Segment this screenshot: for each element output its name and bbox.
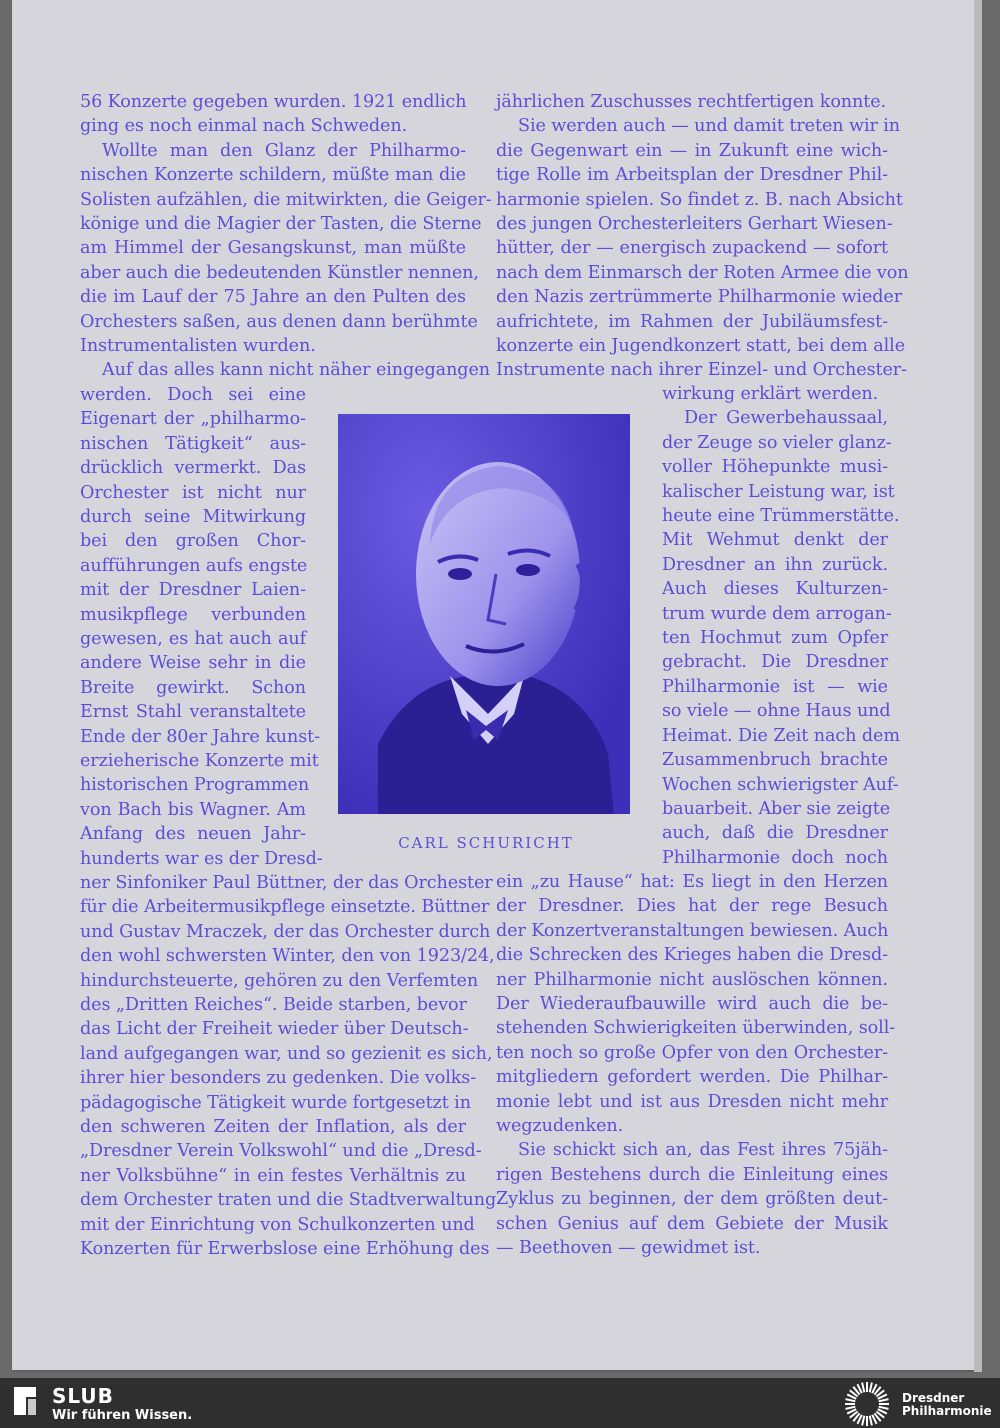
text-line: nischen Tätigkeit“ aus-: [80, 433, 306, 454]
text-line: den wohl schwersten Winter, den von 1923/24,: [80, 946, 495, 967]
left-paragraph-3-first-line: [80, 358, 491, 382]
text-line: der Dresdner. Dies hat der rege Besuch: [496, 896, 888, 917]
text-line: ging es noch einmal nach Schweden.: [80, 116, 408, 137]
text-line: Mit Wehmut denkt der: [662, 530, 888, 551]
text-line: aber auch die bedeutenden Künstler nennen,: [80, 262, 479, 283]
text-line: wegzudenken.: [496, 1116, 624, 1137]
text-line: Zusammenbruch brachte: [662, 750, 888, 771]
text-line: ner Philharmonie nicht auslöschen können.: [496, 969, 888, 990]
text-line: werden. Doch sei eine: [80, 384, 306, 405]
partner-line-2: Philharmonie: [902, 1404, 992, 1418]
text-line: und Gustav Mraczek, der das Orchester durch: [80, 921, 491, 942]
text-line: Ernst Stahl veranstaltete: [80, 702, 306, 723]
text-line: Wollte man den Glanz der Philharmo-: [102, 140, 466, 161]
text-line: monie lebt und ist aus Dresden nicht mehr: [496, 1091, 888, 1112]
text-line: auch, daß die Dresdner: [662, 823, 888, 844]
philharmonie-logo-icon[interactable]: [842, 1380, 892, 1428]
text-line: Der Gewerbehaussaal,: [684, 408, 888, 429]
text-line: Sie werden auch — und damit treten wir in: [518, 116, 901, 137]
text-line: kalischer Leistung war, ist: [662, 481, 895, 502]
left-paragraph-3-wrapped: [80, 383, 323, 871]
text-line: Auch dieses Kulturzen-: [662, 579, 888, 600]
text-line: könige und die Magier der Tasten, die Sterne: [80, 214, 482, 235]
text-line: Solisten aufzählen, die mitwirkten, die Geiger-: [80, 189, 492, 210]
text-line: des „Dritten Reiches“. Beide starben, bevor: [80, 995, 467, 1016]
text-line: bauarbeit. Aber sie zeigte: [662, 798, 891, 819]
right-paragraph-1: [496, 90, 888, 114]
text-line: ten Hochmut zum Opfer: [662, 628, 888, 649]
text-line: pädagogische Tätigkeit wurde fortgesetzt in: [80, 1092, 471, 1113]
text-line: rigen Bestehens durch die Einleitung eines: [496, 1164, 888, 1185]
right-paragraph-4: [496, 1138, 888, 1260]
right-paragraph-2: [496, 114, 909, 382]
text-line: erzieherische Konzerte mit: [80, 750, 319, 771]
text-line: bei den großen Chor-: [80, 531, 306, 552]
slub-name[interactable]: SLUB: [52, 1384, 114, 1408]
slub-tagline: Wir führen Wissen.: [52, 1408, 193, 1423]
text-line: dem Orchester traten und die Stadtverwaltung: [80, 1190, 497, 1211]
text-line: der Konzertveranstaltungen bewiesen. Auch: [496, 920, 889, 941]
text-line: gewesen, es hat auch auf: [80, 628, 306, 649]
logo-ray: [879, 1399, 889, 1401]
text-line: hunderts war es der Dresd-: [80, 848, 323, 869]
logo-ray: [879, 1407, 889, 1409]
text-line: mit der Dresdner Laien-: [80, 580, 306, 601]
text-line: trum wurde dem arrogan-: [662, 603, 892, 624]
text-line: jährlichen Zuschusses rechtfertigen konnte.: [496, 92, 887, 112]
text-line: andere Weise sehr in die: [80, 653, 306, 674]
right-column: [496, 90, 909, 383]
text-line: Instrumentalisten wurden.: [80, 336, 316, 357]
text-line: die Gegenwart ein — in Zukunft eine wich-: [496, 140, 888, 161]
text-line: Dresdner an ihn zurück.: [662, 554, 888, 575]
text-line: Sie schickt sich an, das Fest ihres 75jäh-: [518, 1140, 888, 1161]
text-line: — Beethoven — gewidmet ist.: [496, 1238, 761, 1259]
text-line: gebracht. Die Dresdner: [662, 652, 888, 673]
right-column-wrapped: [662, 382, 900, 870]
text-line: Orchesters saßen, aus denen dann berühmte: [80, 311, 478, 332]
text-line: Konzerten für Erwerbslose eine Erhöhung des: [80, 1239, 490, 1260]
text-line: „Dresdner Verein Volkswohl“ und die „Dresd-: [80, 1141, 482, 1162]
text-line: am Himmel der Gesangskunst, man müßte: [80, 238, 466, 259]
text-line: Auf das alles kann nicht näher eingegangen: [102, 360, 491, 381]
text-line: musikpflege verbunden: [80, 604, 306, 625]
right-paragraph-3-continued: [496, 870, 896, 1138]
text-line: des jungen Orchesterleiters Gerhart Wiesen-: [496, 214, 893, 235]
text-line: der Zeuge so vieler glanz-: [662, 432, 892, 453]
text-line: Heimat. Die Zeit nach dem: [662, 725, 900, 746]
text-line: hütter, der — energisch zupackend — sofort: [496, 238, 888, 259]
text-line: Eigenart der „philharmo-: [80, 409, 306, 430]
text-line: land aufgegangen war, und so gezienit es sich,: [80, 1043, 493, 1064]
text-line: mitgliedern gefordert werden. Die Philhar-: [496, 1067, 888, 1088]
text-line: aufrichtete, im Rahmen der Jubiläumsfest-: [496, 311, 888, 332]
text-line: nach dem Einmarsch der Roten Armee die von: [496, 262, 909, 283]
text-line: den Nazis zertrümmerte Philharmonie wieder: [496, 287, 903, 308]
text-line: historischen Programmen: [80, 775, 310, 796]
text-line: Ende der 80er Jahre kunst-: [80, 726, 320, 747]
text-line: ner Sinfoniker Paul Büttner, der das Orchester: [80, 873, 493, 893]
text-line: Philharmonie ist — wie: [662, 676, 888, 697]
text-line: aufführungen aufs engste: [80, 555, 308, 576]
logo-ray: [862, 1416, 864, 1426]
text-line: Instrumente nach ihrer Einzel- und Orchester-: [496, 360, 907, 381]
text-line: von Bach bis Wagner. Am: [80, 799, 306, 820]
text-line: die im Lauf der 75 Jahre an den Pulten des: [80, 287, 466, 308]
logo-ray: [846, 1407, 856, 1409]
text-line: Breite gewirkt. Schon: [80, 677, 306, 698]
text-line: heute eine Trümmerstätte.: [662, 506, 900, 527]
text-line: wirkung erklärt werden.: [662, 384, 879, 404]
text-line: Philharmonie doch noch: [662, 847, 888, 868]
left-paragraph-2: [80, 139, 492, 359]
portrait-photo: [338, 414, 630, 814]
text-line: für die Arbeitermusikpflege einsetzte. Büttner: [80, 897, 490, 918]
text-line: den schweren Zeiten der Inflation, als der: [80, 1117, 466, 1138]
text-line: drücklich vermerkt. Das: [80, 458, 306, 479]
text-line: tige Rolle im Arbeitsplan der Dresdner Phil-: [496, 165, 888, 186]
partner-line-1: Dresdner: [902, 1391, 965, 1405]
text-line: Der Wiederaufbauwille wird auch die be-: [496, 994, 888, 1015]
text-line: das Licht der Freiheit wieder über Deutsch-: [80, 1019, 469, 1040]
text-line: die Schrecken des Krieges haben die Dresd-: [496, 945, 888, 966]
text-line: Zyklus zu beginnen, der dem größten deut-: [496, 1189, 888, 1210]
text-line: harmonie spielen. So findet z. B. nach Absicht: [496, 189, 903, 210]
text-line: ein „zu Hause“ hat: Es liegt in den Herzen: [496, 872, 888, 892]
text-line: schen Genius auf dem Gebiete der Musik: [496, 1213, 888, 1234]
page-edge: [974, 0, 982, 1372]
text-line: ihrer hier besonders zu gedenken. Die volks-: [80, 1068, 477, 1089]
philharmonie-name[interactable]: [902, 1392, 992, 1418]
right-paragraph-2-end: [662, 382, 888, 406]
slub-logo-icon[interactable]: [12, 1385, 38, 1417]
portrait-illustration: [338, 414, 630, 814]
logo-ray: [862, 1383, 864, 1393]
left-paragraph-3-continued: [80, 871, 497, 1262]
text-line: stehenden Schwierigkeiten überwinden, soll-: [496, 1018, 896, 1039]
left-paragraph-1: [80, 90, 466, 139]
text-line: Anfang des neuen Jahr-: [80, 824, 306, 845]
text-line: mit der Einrichtung von Schulkonzerten und: [80, 1214, 475, 1235]
text-line: so viele — ohne Haus und: [662, 701, 891, 722]
text-line: hindurchsteuerte, gehören zu den Verfemten: [80, 970, 479, 991]
text-line: durch seine Mitwirkung: [80, 506, 306, 527]
text-line: Wochen schwierigster Auf-: [662, 774, 899, 795]
text-line: 56 Konzerte gegeben wurden. 1921 endlich: [80, 92, 467, 112]
text-line: ten noch so große Opfer von den Orchester-: [496, 1042, 888, 1063]
logo-ray: [870, 1383, 872, 1393]
text-line: Orchester ist nicht nur: [80, 482, 306, 503]
right-column-lower: [496, 870, 896, 1261]
text-line: ner Volksbühne“ in ein festes Verhältnis zu: [80, 1165, 466, 1186]
logo-ray: [870, 1416, 872, 1426]
text-line: nischen Konzerte schildern, müßte man die: [80, 165, 466, 186]
text-line: voller Höhepunkte musi-: [662, 457, 888, 478]
text-line: konzerte ein Jugendkonzert statt, bei dem alle: [496, 336, 906, 357]
right-paragraph-3: [662, 406, 900, 870]
logo-ray: [846, 1399, 856, 1401]
photo-caption: CARL SCHURICHT: [398, 834, 574, 852]
